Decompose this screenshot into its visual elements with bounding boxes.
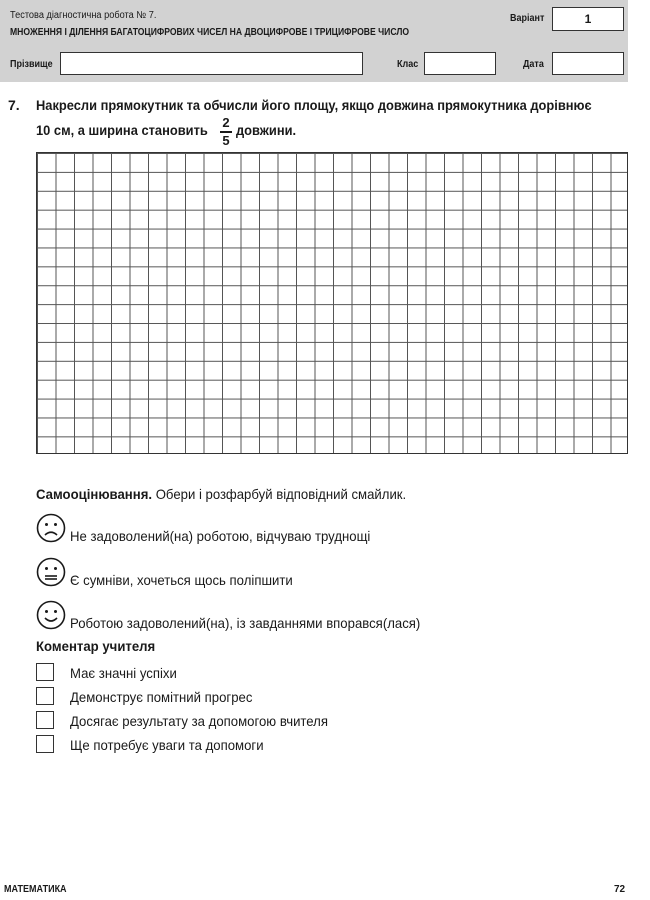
surname-field[interactable]: [60, 52, 363, 75]
task-text-line2-end: довжини.: [236, 122, 297, 138]
header-panel: [0, 0, 628, 82]
comment-checkbox[interactable]: [36, 735, 54, 753]
neutral-face-icon[interactable]: [36, 557, 66, 587]
fraction: [220, 116, 232, 148]
comment-item-text: Демонструє помітний прогрес: [70, 689, 253, 705]
self-assessment-title: [36, 486, 406, 502]
task-number: 7.: [8, 97, 20, 113]
task-text-line1: Накресли прямокутник та обчисли його площу, якщо довжина прямокутника дорівнює: [36, 97, 592, 113]
task-text-line2: 10 см, а ширина становить: [36, 122, 208, 138]
variant-label: Варіант: [510, 13, 545, 24]
surname-label: Прізвище: [10, 59, 53, 70]
self-assessment-instruction: Обери і розфарбуй відповідний смайлик.: [152, 486, 407, 502]
comment-item-text: Має значні успіхи: [70, 665, 177, 681]
comment-checkbox[interactable]: [36, 687, 54, 705]
variant-field[interactable]: 1: [552, 7, 624, 31]
sad-option-text: Не задоволений(на) роботою, відчуваю труднощі: [70, 528, 371, 544]
comment-item-text: Ще потребує уваги та допомоги: [70, 737, 264, 753]
class-field[interactable]: [424, 52, 496, 75]
test-title: Тестова діагностична робота № 7.: [10, 10, 157, 21]
date-label: Дата: [523, 59, 544, 70]
class-label: Клас: [397, 59, 419, 70]
comment-checkbox[interactable]: [36, 711, 54, 729]
footer-subject: МАТЕМАТИКА: [4, 884, 67, 895]
neutral-option-text: Є сумніви, хочеться щось поліпшити: [70, 572, 293, 588]
self-assessment-title-bold: Самооцінювання.: [36, 486, 153, 502]
comment-checkbox[interactable]: [36, 663, 54, 681]
happy-option-text: Роботою задоволений(на), із завданнями впорався(лася): [70, 615, 421, 631]
fraction-numerator: 2: [222, 115, 230, 130]
fraction-denominator: 5: [222, 132, 230, 148]
page-number: 72: [614, 884, 626, 895]
sad-face-icon[interactable]: [36, 513, 66, 543]
answer-grid[interactable]: [36, 152, 628, 454]
happy-face-icon[interactable]: [36, 600, 66, 630]
test-subtitle: МНОЖЕННЯ І ДІЛЕННЯ БАГАТОЦИФРОВИХ ЧИСЕЛ НА ДВОЦИФРОВЕ І ТРИЦИФРОВЕ ЧИСЛО: [10, 27, 410, 38]
teacher-comment-title: Коментар учителя: [36, 638, 156, 654]
date-field[interactable]: [552, 52, 624, 75]
comment-item-text: Досягає результату за допомогою вчителя: [70, 713, 329, 729]
